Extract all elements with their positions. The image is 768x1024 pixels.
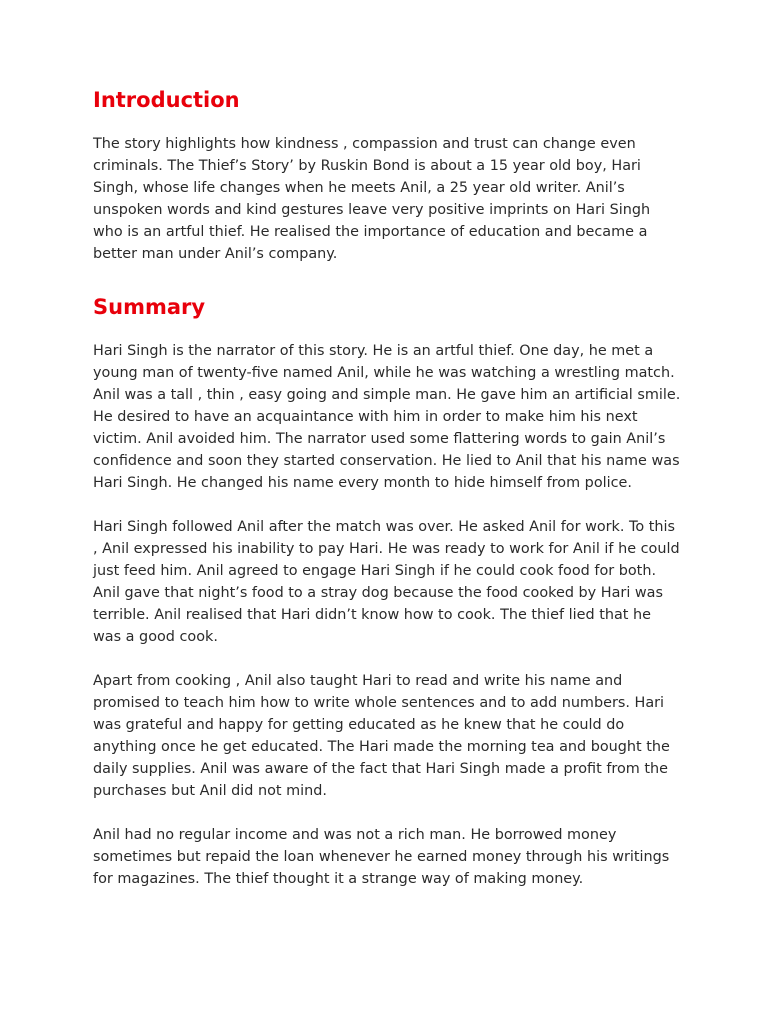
summary-paragraph-3: Apart from cooking , Anil also taught Hari to read and write his name and promised to teach him how to write whole sentences and to add numbers. Hari was grateful and happy for getting educated as he knew that he could do anything once he get educated. The Hari made the morning tea and bought the daily supplies. Anil was aware of the fact that Hari Singh made a profit from the purchases but Anil did not mind. — [93, 673, 670, 800]
introduction-heading: Introduction — [93, 88, 240, 112]
summary-paragraph-4: Anil had no regular income and was not a rich man. He borrowed money sometimes but repaid the loan whenever he earned money through his writings for magazines. The thief thought it a strange way of making money. — [93, 827, 670, 888]
summary-section — [93, 340, 688, 890]
introduction-section — [93, 133, 688, 265]
summary-heading: Summary — [93, 295, 206, 320]
summary-paragraph-1: Hari Singh is the narrator of this story. He is an artful thief. One day, he met a young man of twenty-five named Anil, while he was watching a wrestling match. Anil was a tall , thin , easy going and simple man. He gave him an artificial smile. He desired to have an acquaintance with him in order to make him his next victim. Anil avoided him. The narrator used some flattering words to gain Anil’s confidence and soon they started conservation. He lied to Anil that his name was Hari Singh. He changed his name every month to hide himself from police. — [93, 343, 681, 492]
summary-paragraph-2: Hari Singh followed Anil after the match was over. He asked Anil for work. To this , Anil expressed his inability to pay Hari. He was ready to work for Anil if he could just feed him. Anil agreed to engage Hari Singh if he could cook food for both. Anil gave that night’s food to a stray dog because the food cooked by Hari was terrible. Anil realised that Hari didn’t know how to cook. The thief lied that he was a good cook. — [93, 519, 680, 646]
introduction-paragraph: The story highlights how kindness , compassion and trust can change even criminals. The Thief’s Story’ by Ruskin Bond is about a 15 year old boy, Hari Singh, whose life changes when he meets Anil, a 25 year old writer. Anil’s unspoken words and kind gestures leave very positive imprints on Hari Singh who is an artful thief. He realised the importance of education and became a better man under Anil’s company. — [93, 136, 651, 263]
